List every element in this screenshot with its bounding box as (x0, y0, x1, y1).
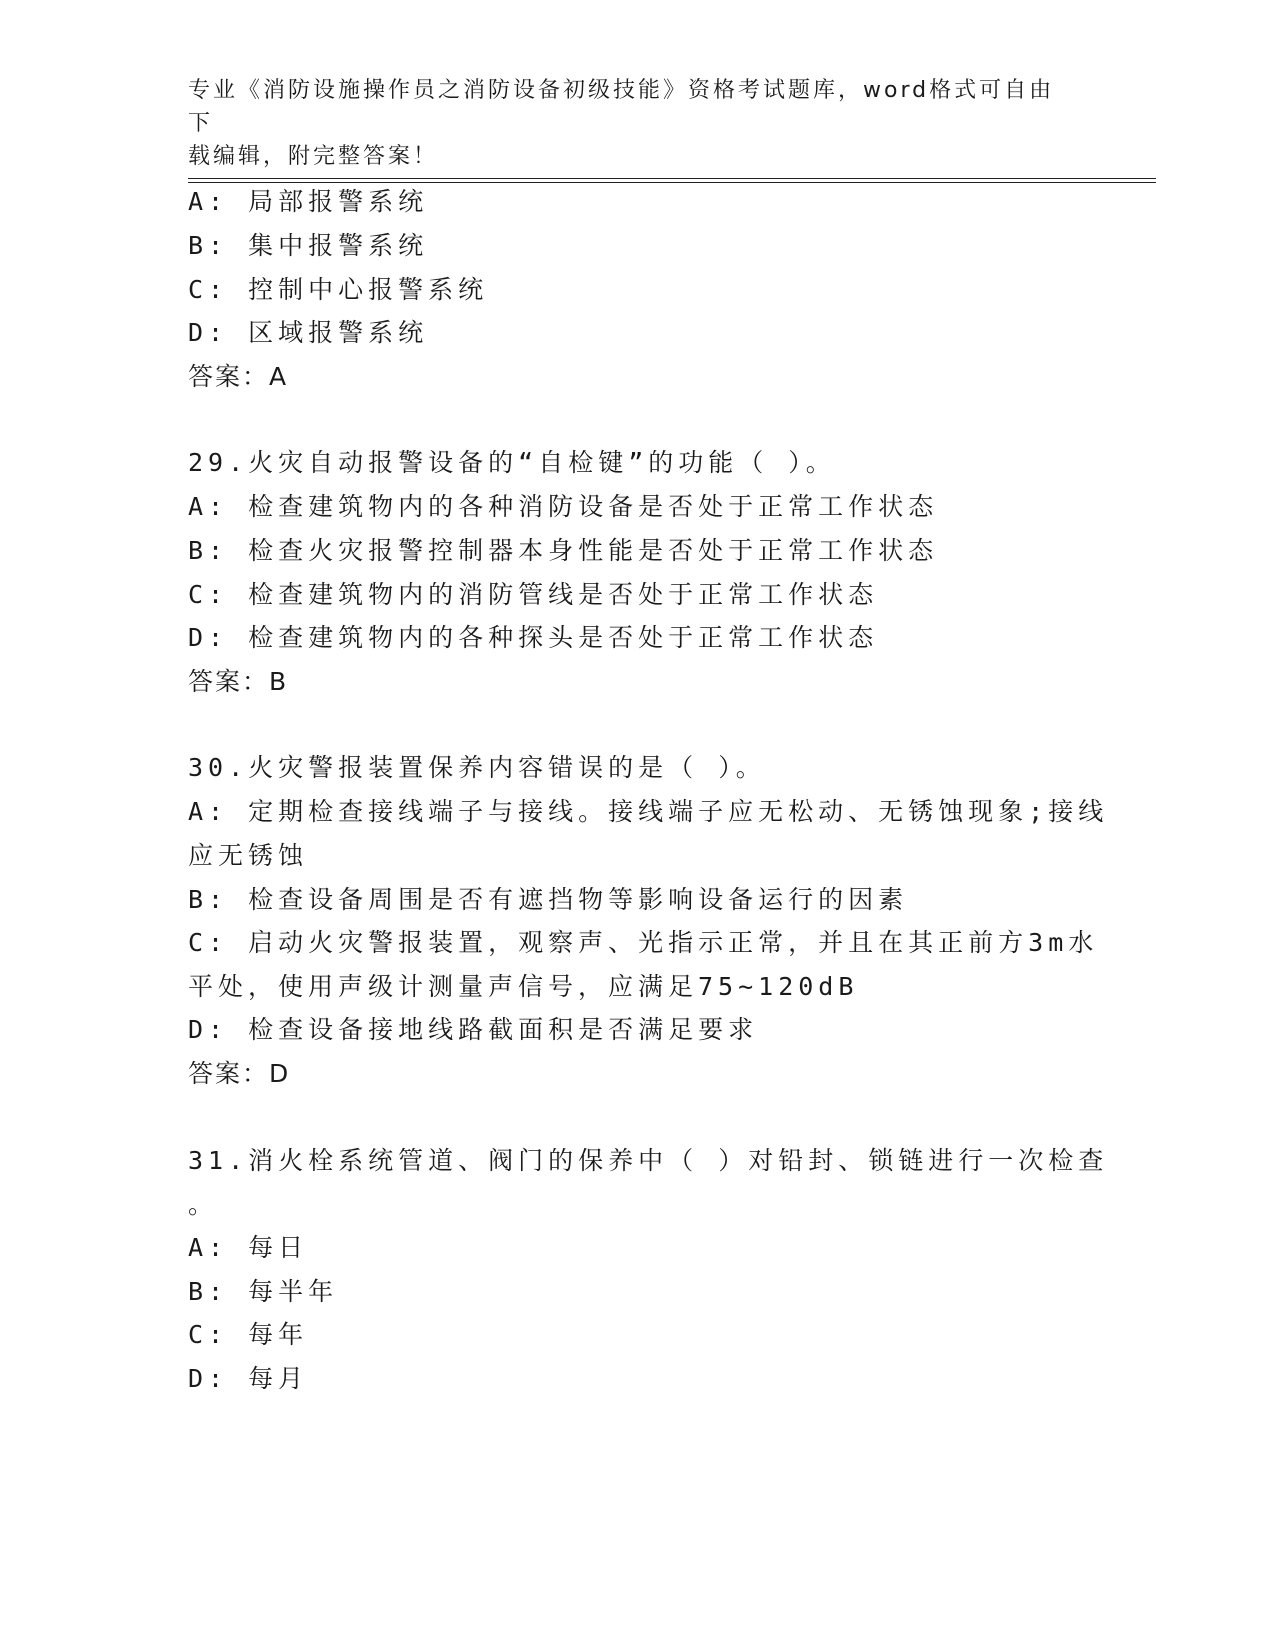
q28-option-c: C: 控制中心报警系统 (188, 275, 489, 304)
q30-option-d: D: 检查设备接地线路截面积是否满足要求 (188, 1015, 759, 1044)
q31-option-c: C: 每年 (188, 1320, 309, 1349)
q31-option-d: D: 每月 (188, 1364, 309, 1393)
header-line-1: 专业《消防设施操作员之消防设备初级技能》资格考试题库，word格式可自由下 (188, 78, 1055, 136)
q30-option-b: B: 检查设备周围是否有遮挡物等影响设备运行的因素 (188, 885, 909, 914)
q28-option-b: B: 集中报警系统 (188, 231, 429, 260)
q30-option-c-line-1: C: 启动火灾警报装置，观察声、光指示正常，并且在其正前方3m水 (188, 928, 1099, 957)
q29-option-a: A: 检查建筑物内的各种消防设备是否处于正常工作状态 (188, 492, 939, 521)
q30-option-a-line-2: 应无锈蚀 (188, 841, 309, 870)
q29-option-b: B: 检查火灾报警控制器本身性能是否处于正常工作状态 (188, 536, 939, 565)
q30-answer: 答案：D (188, 1059, 291, 1088)
q30-option-a-line-1: A: 定期检查接线端子与接线。接线端子应无松动、无锈蚀现象;接线 (188, 797, 1109, 826)
q29-stem: 29.火灾自动报警设备的“自检键”的功能（ ）。 (188, 448, 836, 477)
header-rule (188, 178, 1156, 183)
q29-option-d: D: 检查建筑物内的各种探头是否处于正常工作状态 (188, 623, 879, 652)
q28-option-d: D: 区域报警系统 (188, 318, 429, 347)
q31-option-a: A: 每日 (188, 1233, 309, 1262)
q29-answer: 答案：B (188, 667, 289, 696)
document-header (188, 74, 1068, 173)
q31-stem-line-2: 。 (188, 1190, 219, 1219)
q28-answer: 答案：A (188, 362, 289, 391)
header-line-2: 载编辑，附完整答案！ (188, 144, 439, 169)
q31-stem-line-1: 31.消火栓系统管道、阀门的保养中（ ）对铅封、锁链进行一次检查 (188, 1146, 1109, 1175)
q29-option-c: C: 检查建筑物内的消防管线是否处于正常工作状态 (188, 580, 879, 609)
q31-option-b: B: 每半年 (188, 1277, 339, 1306)
q28-option-a: A: 局部报警系统 (188, 187, 429, 216)
q30-stem: 30.火灾警报装置保养内容错误的是（ ）。 (188, 753, 766, 782)
q30-option-c-line-2: 平处，使用声级计测量声信号，应满足75~120dB (188, 972, 859, 1001)
